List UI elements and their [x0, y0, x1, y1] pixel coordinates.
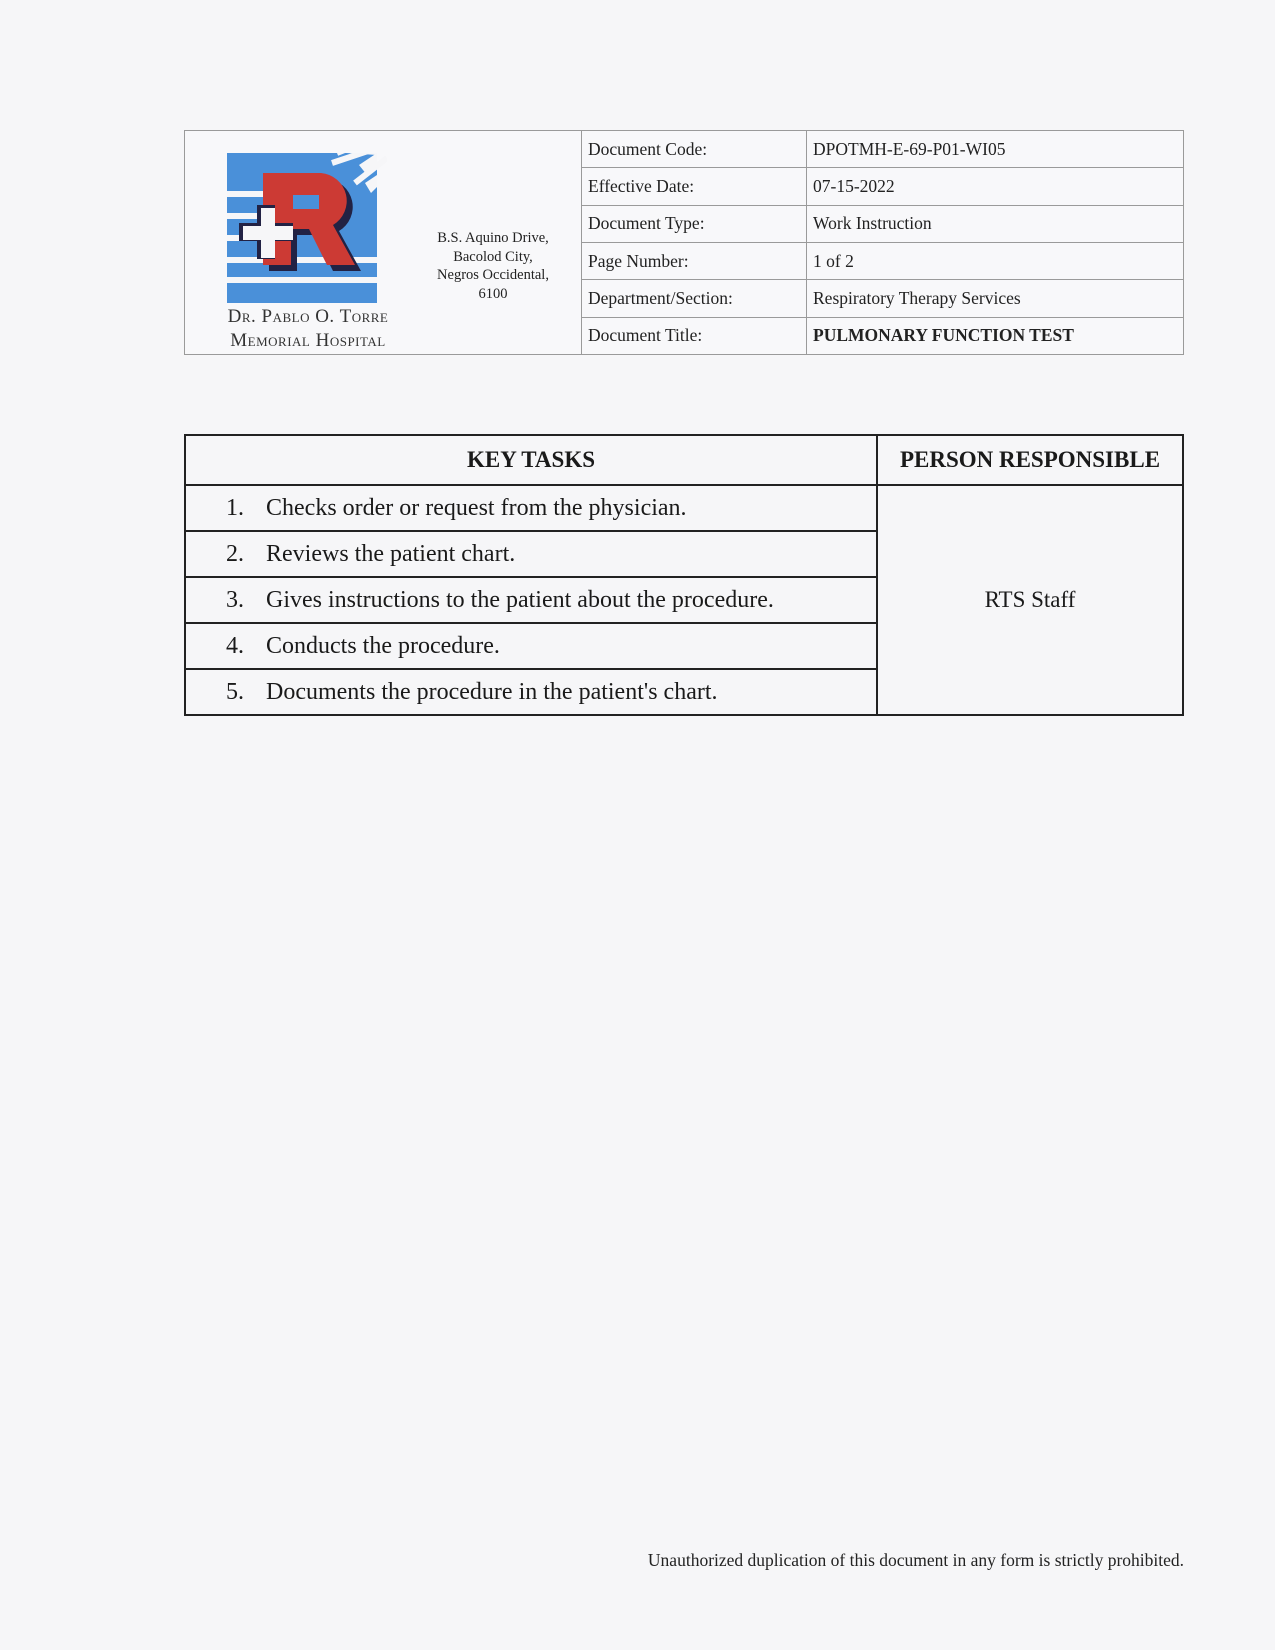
meta-row-title [582, 317, 1183, 354]
address-line: Bacolod City, [453, 248, 533, 265]
meta-row-department [582, 280, 1183, 317]
task-row [185, 485, 1183, 531]
task-number: 2. [226, 540, 244, 567]
hospital-logo [227, 153, 387, 313]
address-line: B.S. Aquino Drive, [437, 230, 549, 246]
meta-value: Respiratory Therapy Services [807, 280, 1184, 317]
task-number: 4. [226, 632, 244, 659]
meta-row-code [582, 131, 1183, 168]
task-cell [185, 669, 877, 715]
key-tasks-table [184, 434, 1184, 716]
task-cell [185, 485, 877, 531]
logo-cell [185, 131, 582, 354]
document-title: PULMONARY FUNCTION TEST [807, 317, 1184, 354]
meta-row-type [582, 205, 1183, 242]
meta-row-date [582, 168, 1183, 205]
person-responsible-header: PERSON RESPONSIBLE [877, 435, 1183, 485]
task-text: Checks order or request from the physician. [266, 494, 687, 521]
footer-notice: Unauthorized duplication of this document in any form is strictly prohibited. [647, 1550, 1184, 1570]
task-number: 5. [226, 678, 244, 705]
task-cell [185, 531, 877, 577]
address-line: Negros Occidental, [437, 267, 549, 283]
meta-value: Work Instruction [807, 205, 1184, 242]
task-text: Reviews the patient chart. [266, 540, 516, 567]
address-line: 6100 [478, 285, 508, 302]
task-number: 1. [226, 494, 244, 521]
meta-label: Department/Section: [582, 280, 807, 317]
document-header [184, 130, 1184, 355]
person-responsible-cell: RTS Staff [877, 485, 1183, 715]
document-metadata-table [582, 131, 1183, 354]
task-text: Gives instructions to the patient about the procedure. [266, 586, 774, 613]
hospital-name-line2: Memorial Hospital [230, 330, 386, 351]
task-cell [185, 577, 877, 623]
meta-value: 07-15-2022 [807, 168, 1184, 205]
meta-label: Page Number: [582, 242, 807, 279]
meta-label: Document Title: [582, 317, 807, 354]
meta-label: Document Code: [582, 131, 807, 168]
task-number: 3. [226, 586, 244, 613]
task-cell [185, 623, 877, 669]
meta-label: Effective Date: [582, 168, 807, 205]
meta-row-page [582, 242, 1183, 279]
task-text: Documents the procedure in the patient's chart. [266, 678, 718, 705]
task-text: Conducts the procedure. [266, 632, 500, 659]
meta-value: 1 of 2 [807, 242, 1184, 279]
hospital-address [413, 229, 573, 303]
meta-label: Document Type: [582, 205, 807, 242]
hospital-name-line1: Dr. Pablo O. Torre [227, 306, 389, 327]
tasks-header-row [185, 435, 1183, 485]
hospital-name [203, 305, 413, 353]
key-tasks-header: KEY TASKS [185, 435, 877, 485]
meta-value: DPOTMH-E-69-P01-WI05 [807, 131, 1184, 168]
